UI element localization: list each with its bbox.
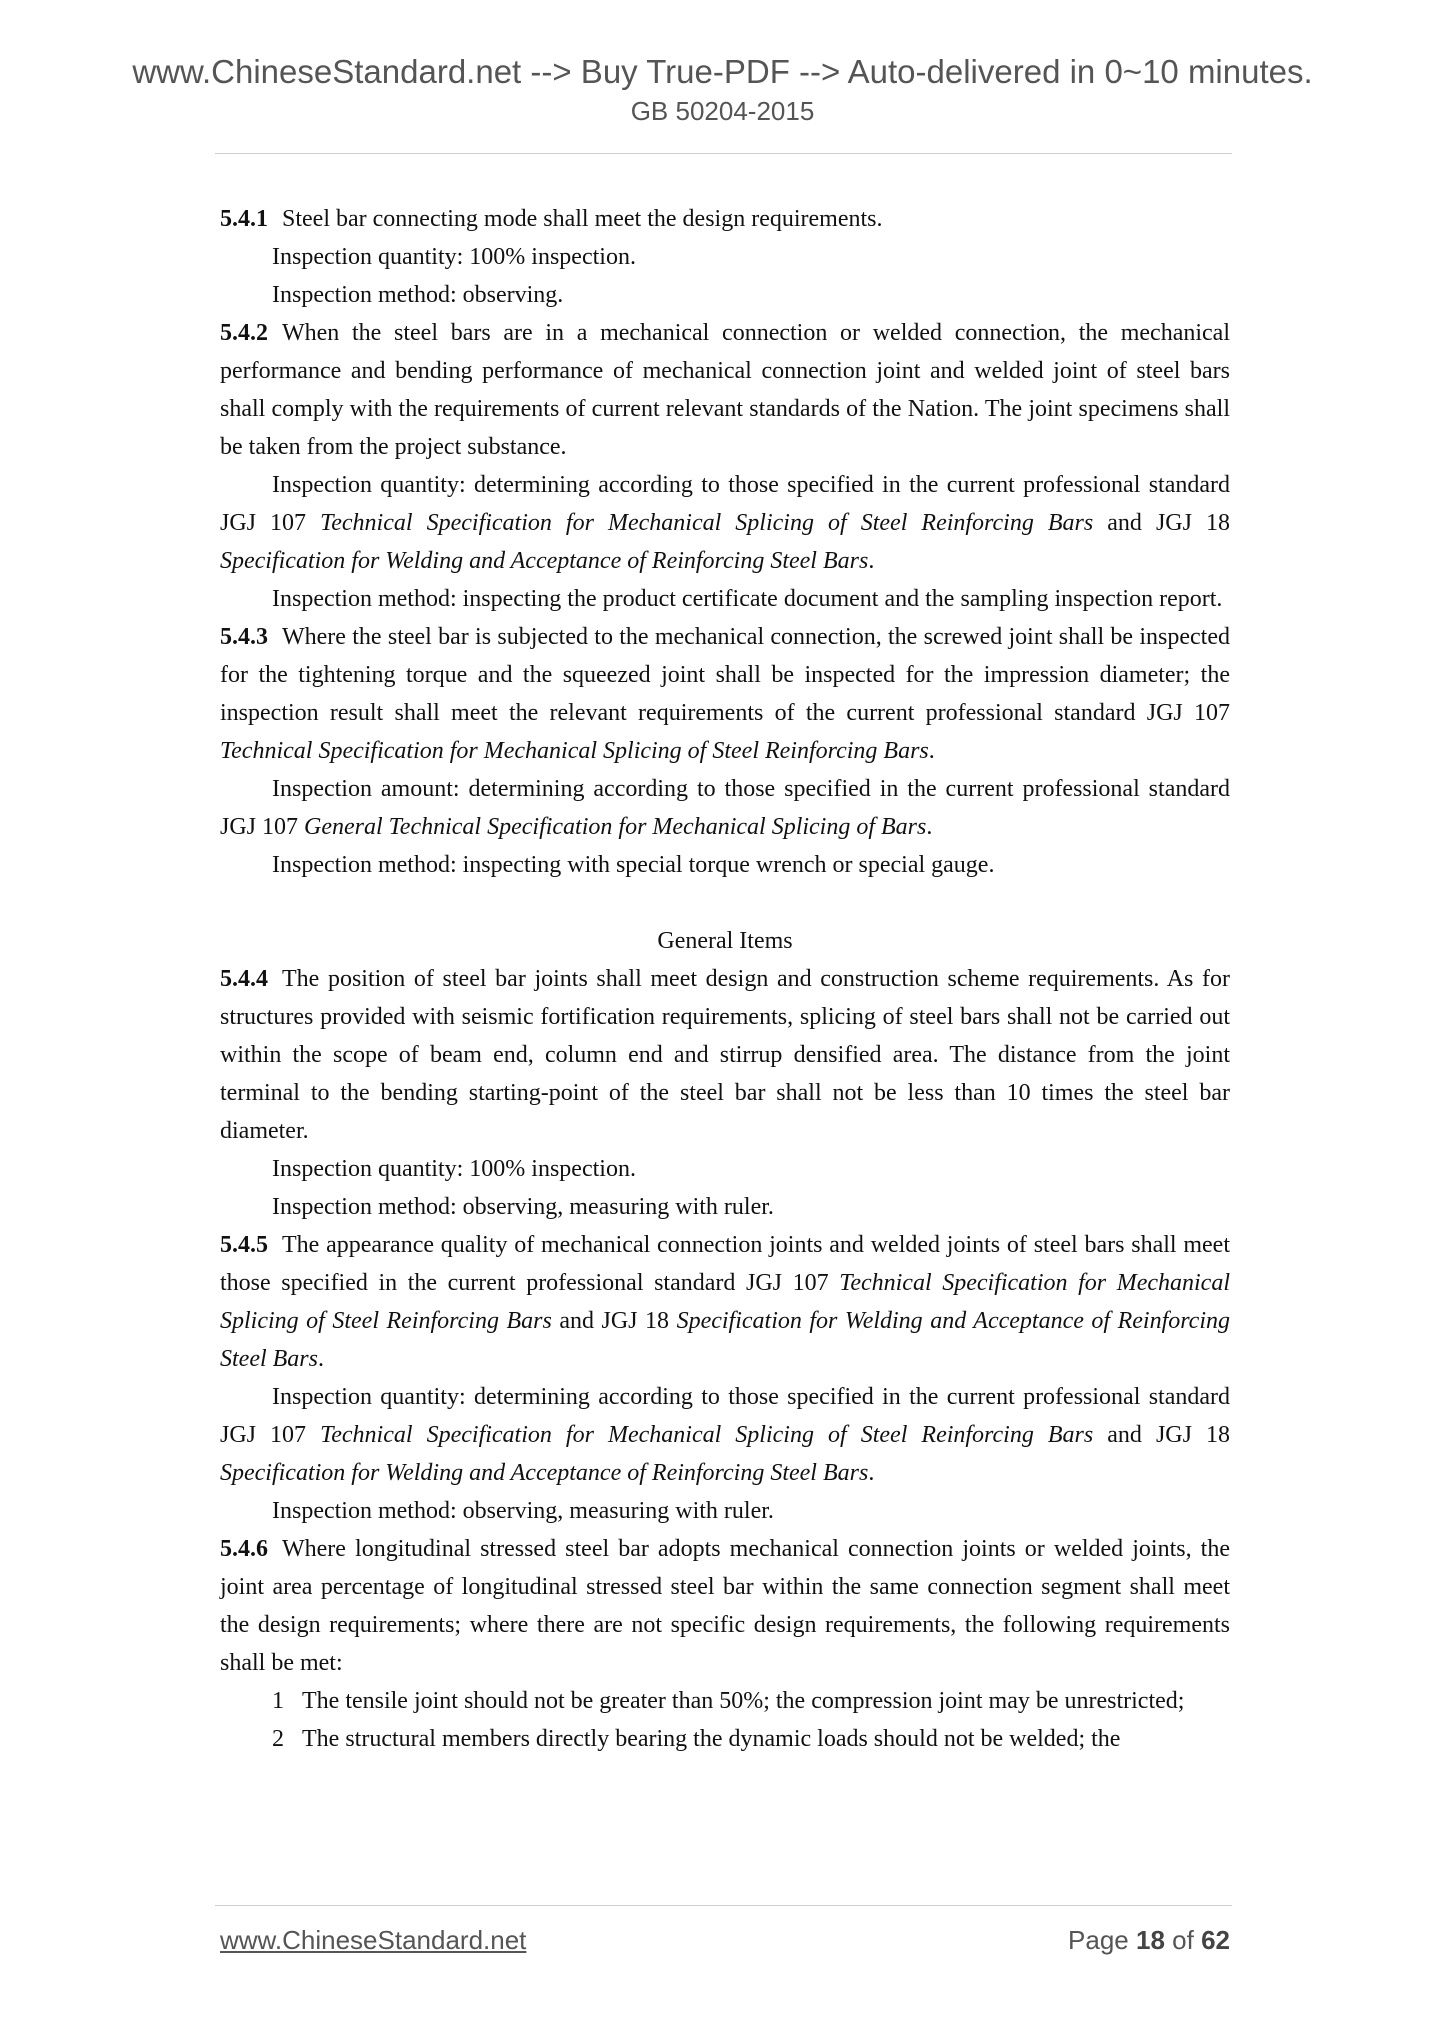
of-label: of [1172, 1925, 1194, 1955]
inspection-method: Inspection method: inspecting with special torque wrench or special gauge. [272, 852, 995, 878]
clause-5-4-3 [220, 618, 1230, 770]
list-item-2 [220, 1720, 1230, 1758]
list-number: 1 [272, 1688, 284, 1714]
standard-number: GB 50204-2015 [630, 96, 815, 126]
standard-title: Specification for Welding and Acceptance of Reinforcing Steel Bars [220, 1308, 1231, 1372]
text-run: . [868, 1460, 875, 1486]
text-run: . [317, 1346, 324, 1372]
clause-text: Steel bar connecting mode shall meet the design requirements. [282, 206, 883, 232]
text-run: Inspection amount: determining according to those specified in the current professional standard JGJ 107 [220, 776, 1230, 840]
header-title: www.ChineseStandard.net --> Buy True-PDF --> Auto-delivered in 0~10 minutes. [132, 53, 1313, 90]
standard-title: Technical Specification for Mechanical Splicing of Steel Reinforcing Bars [220, 1270, 1230, 1334]
text-run: and JGJ 18 [1093, 510, 1231, 536]
text-run: Where the steel bar is subjected to the mechanical connection, the screwed joint shall be inspected for the tightening torque and the squeezed joint shall be inspected for the impression diameter; the inspection result shall meet the relevant requirements of the current professional standard JGJ 107 [220, 624, 1230, 726]
inspection-quantity [220, 466, 1230, 580]
inspection-method: Inspection method: observing, measuring with ruler. [272, 1498, 774, 1524]
text-run: . [868, 548, 875, 574]
header-divider [215, 153, 1232, 154]
clause-number: 5.4.1 [220, 206, 268, 232]
standard-title: Specification for Welding and Acceptance of Reinforcing Steel Bars [220, 1460, 869, 1486]
clause-number: 5.4.4 [220, 966, 268, 992]
list-item-1 [220, 1682, 1230, 1720]
inspection-quantity [220, 1378, 1230, 1492]
section-heading: General Items [657, 928, 793, 954]
clause-text: When the steel bars are in a mechanical connection or welded connection, the mechanical performance and bending performance of mechanical connection joint and welded joint of steel bars shall comply with the requirements of current relevant standards of the Nation. The joint specimens shall be taken from the project substance. [220, 320, 1230, 460]
clause-5-4-6 [220, 1530, 1230, 1682]
clause-number: 5.4.2 [220, 320, 268, 346]
text-run: . [928, 738, 935, 764]
clause-text: Where longitudinal stressed steel bar adopts mechanical connection joints or welded joints, the joint area percentage of longitudinal stressed steel bar within the same connection segment shall meet the design requirements; where there are not specific design requirements, the following requirements shall be met: [220, 1536, 1230, 1676]
text-run: . [926, 814, 933, 840]
inspection-method: Inspection method: observing. [272, 282, 564, 308]
text-run: Inspection quantity: determining according to those specified in the current professional standard JGJ 107 [220, 472, 1230, 536]
page-header [0, 52, 1445, 128]
total-pages: 62 [1201, 1925, 1230, 1955]
text-run: The appearance quality of mechanical connection joints and welded joints of steel bars shall meet those specified in the current professional standard JGJ 107 [220, 1232, 1230, 1296]
clause-5-4-4 [220, 960, 1230, 1150]
text-run: Inspection quantity: determining according to those specified in the current professional standard JGJ 107 [220, 1384, 1230, 1448]
clause-5-4-1 [220, 200, 1230, 238]
clause-number: 5.4.3 [220, 624, 268, 650]
current-page: 18 [1136, 1925, 1165, 1955]
inspection-quantity: Inspection quantity: 100% inspection. [272, 244, 636, 270]
standard-title: General Technical Specification for Mechanical Splicing of Bars [304, 814, 927, 840]
standard-title: Technical Specification for Mechanical Splicing of Steel Reinforcing Bars [320, 1422, 1094, 1448]
site-link[interactable]: www.ChineseStandard.net [220, 1925, 527, 1955]
clause-number: 5.4.6 [220, 1536, 268, 1562]
text-run: and JGJ 18 [1093, 1422, 1231, 1448]
text-run: and JGJ 18 [551, 1308, 677, 1334]
inspection-quantity: Inspection quantity: 100% inspection. [272, 1156, 636, 1182]
inspection-method: Inspection method: observing, measuring with ruler. [272, 1194, 774, 1220]
standard-title: Specification for Welding and Acceptance of Reinforcing Steel Bars [220, 548, 869, 574]
document-body [220, 200, 1230, 1758]
list-number: 2 [272, 1726, 284, 1752]
page-indicator [1068, 1925, 1230, 1956]
standard-title: Technical Specification for Mechanical Splicing of Steel Reinforcing Bars [320, 510, 1094, 536]
page-label: Page [1068, 1925, 1129, 1955]
clause-5-4-5 [220, 1226, 1230, 1378]
clause-text: The position of steel bar joints shall meet design and construction scheme requirements. As for structures provided with seismic fortification requirements, splicing of steel bars shall not be carried out within the scope of beam end, column end and stirrup densified area. The distance from the joint terminal to the bending starting-point of the steel bar shall not be less than 10 times the steel bar diameter. [220, 966, 1230, 1144]
list-text: The structural members directly bearing the dynamic loads should not be welded; the [302, 1726, 1121, 1752]
list-text: The tensile joint should not be greater than 50%; the compression joint may be unrestricted; [302, 1688, 1185, 1714]
inspection-amount [220, 770, 1230, 846]
footer-divider [215, 1905, 1232, 1906]
clause-5-4-2 [220, 314, 1230, 466]
standard-title: Technical Specification for Mechanical Splicing of Steel Reinforcing Bars [220, 738, 929, 764]
clause-number: 5.4.5 [220, 1232, 268, 1258]
inspection-method: Inspection method: inspecting the product certificate document and the sampling inspection report. [272, 586, 1223, 612]
spacer [220, 884, 1230, 922]
